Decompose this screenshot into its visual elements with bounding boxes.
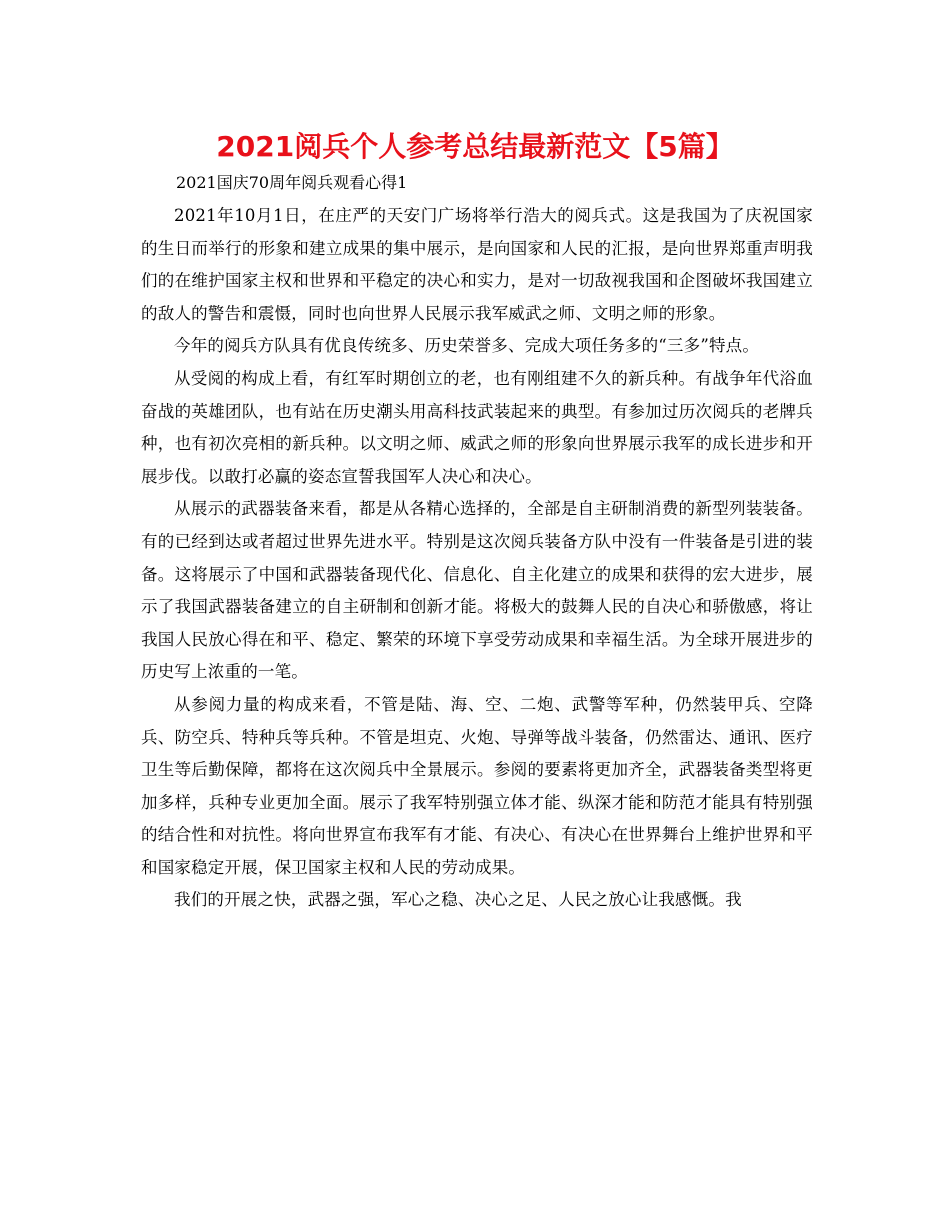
document-title: 2021阅兵个人参考总结最新范文【5篇】 bbox=[216, 130, 734, 163]
paragraph: 2021年10月1日，在庄严的天安门广场将举行浩大的阅兵式。这是我国为了庆祝国家的生日而举行的形象和建立成果的集中展示，是向国家和人民的汇报，是向世界郑重声明我们的在维护国家主权和世界和平稳定的决心和实力，是对一切敌视我国和企图破坏我国建立的敌人的警告和震慑，同时也向世界人民展示我军威武之师、文明之师的形象。 bbox=[141, 206, 813, 323]
paragraph: 从受阅的构成上看，有红军时期创立的老，也有刚组建不久的新兵种。有战争年代浴血奋战的英雄团队，也有站在历史潮头用高科技武装起来的典型。有参加过历次阅兵的老牌兵种，也有初次亮相的新兵种。以文明之师、威武之师的形象向世界展示我军的成长进步和开展步伐。以敢打必赢的姿态宣誓我国军人决心和决心。 bbox=[141, 368, 813, 486]
document-subtitle: 2021国庆70周年阅兵观看心得1 bbox=[176, 173, 408, 192]
paragraph: 从展示的武器装备来看，都是从各精心选择的，全部是自主研制消费的新型列装装备。有的已经到达或者超过世界先进水平。特别是这次阅兵装备方队中没有一件装备是引进的装备。这将展示了中国和武器装备现代化、信息化、自主化建立的成果和获得的宏大进步，展示了我国武器装备建立的自主研制和创新才能。将极大的鼓舞人民的自决心和骄傲感，将让我国人民放心得在和平、稳定、繁荣的环境下享受劳动成果和幸福生活。为全球开展进步的历史写上浓重的一笔。 bbox=[141, 499, 813, 682]
paragraph: 从参阅力量的构成来看，不管是陆、海、空、二炮、武警等军种，仍然装甲兵、空降兵、防空兵、特种兵等兵种。不管是坦克、火炮、导弹等战斗装备，仍然雷达、通讯、医疗卫生等后勤保障，都将在这次阅兵中全景展示。参阅的要素将更加齐全，武器装备类型将更加多样，兵种专业更加全面。展示了我军特别强立体才能、纵深才能和防范才能具有特别强的结合性和对抗性。将向世界宣布我军有才能、有决心、有决心在世界舞台上维护世界和平和国家稳定开展，保卫国家主权和人民的劳动成果。 bbox=[141, 694, 813, 877]
paragraph: 我们的开展之快，武器之强，军心之稳、决心之足、人民之放心让我感慨。我 bbox=[174, 890, 742, 910]
document-body bbox=[141, 200, 813, 917]
paragraph: 今年的阅兵方队具有优良传统多、历史荣誉多、完成大项任务多的“三多”特点。 bbox=[174, 336, 760, 356]
